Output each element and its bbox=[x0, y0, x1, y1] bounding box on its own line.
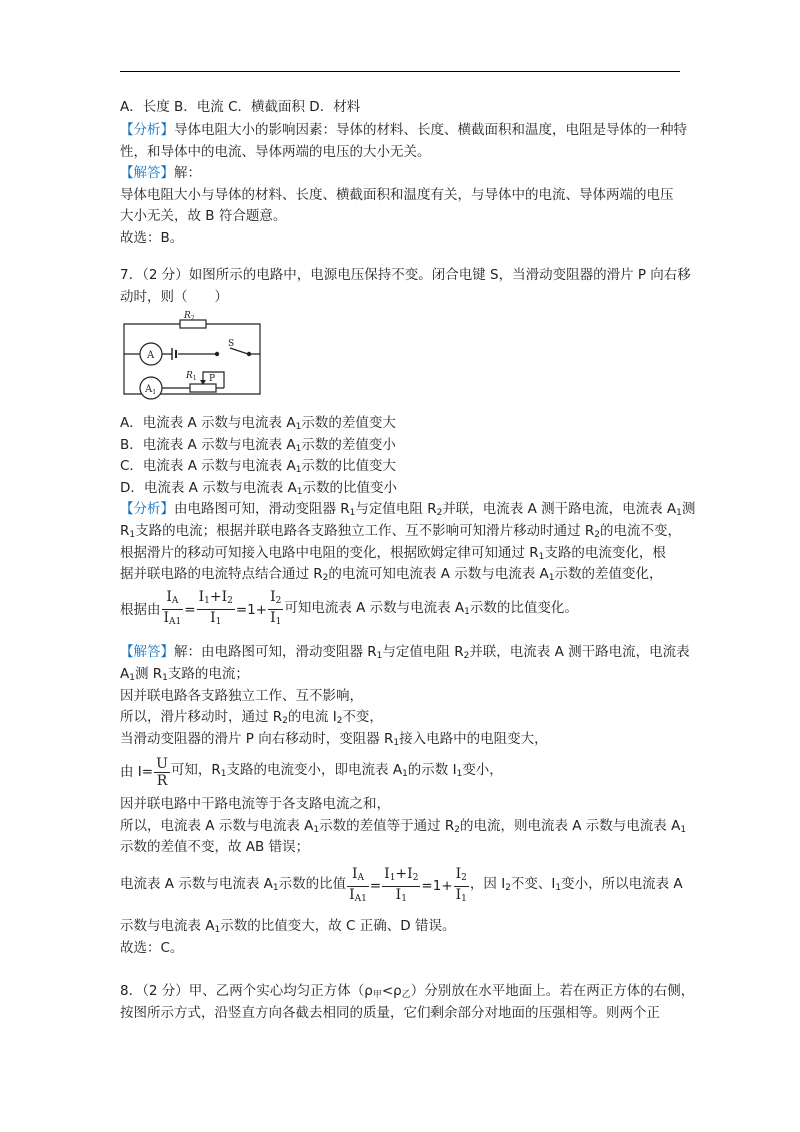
rheostat-r1 bbox=[190, 384, 216, 392]
q6-answer-text: 解： bbox=[174, 165, 201, 181]
q6-options: A．长度 B．电流 C．横截面积 D．材料 bbox=[120, 99, 361, 115]
label-switch-s: S bbox=[228, 339, 235, 349]
q6-analysis-line bbox=[120, 120, 687, 140]
q7-answer-ohm-line: 由 I= $\frac{U}{R}$ 可知，$R_1$支路的电流变小，即电流表 $A_1$的示数 $I_1$变小， bbox=[120, 755, 503, 789]
answer-tag: 【解答】 bbox=[120, 644, 174, 660]
q6-answer-line-2: 导体电阻大小与导体的材料、长度、横截面积和温度有关，与导体中的电流、导体两端的电压 bbox=[120, 187, 674, 203]
q7-answer-line-8: 所以，电流表 A 示数与电流表 $A_1$示数的差值等于通过 $R_2$的电流，则电流表 A 示数与电流表 $A_1$ bbox=[120, 818, 687, 835]
q7-answer-line-7: 因并联电路中干路电流等于各支路电流之和， bbox=[120, 796, 390, 812]
fraction-i2-over-i1-2: $\frac{I2}{I1}$ bbox=[455, 865, 467, 904]
q7-analysis-formula-line: 根据由 $\frac{IA}{IA1}$ = $\frac{I1+I2}{I1}$ =1+ $\frac{I2}{I1}$ 可知电流表 A 示数与电流表 $A_1$示数的比值变化。 bbox=[120, 589, 578, 630]
label-r2: $R_2$ bbox=[184, 311, 195, 322]
q7-stem-line-1: 7．（2 分）如图所示的电路中，电源电压保持不变。闭合电键 S，当滑动变阻器的滑片 P 向右移 bbox=[120, 267, 691, 283]
switch-contact bbox=[247, 352, 250, 355]
q7-answer-ratio-line: 电流表 A 示数与电流表 $A_1$示数的比值 $\frac{IA}{IA1}$ = $\frac{I1+I2}{I1}$ =1+ $\frac{I2}{I1}$ ，因 $I_2$不变、$I_1$变小，所以电流表 A bbox=[120, 864, 683, 908]
fraction-ia-over-ia1-2: $\frac{IA}{IA1}$ bbox=[349, 865, 367, 904]
q7-answer-line-4: 所以，滑片移动时，通过 $R_2$的电流 $I_2$不变， bbox=[120, 709, 383, 726]
q6-analysis-line-2: 性，和导体中的电流、导体两端的电压的大小无关。 bbox=[120, 144, 431, 160]
label-ammeter-a: A bbox=[147, 350, 155, 361]
q7-choice: 故选：C。 bbox=[120, 940, 184, 956]
q7-answer-line-9: 示数的差值不变，故 AB 错误； bbox=[120, 839, 310, 855]
q7-answer-line-1: 【解答】解：由电路图可知，滑动变阻器 $R_1$与定值电阻 $R_2$并联，电流表 A 测干路电流，电流表 bbox=[120, 644, 690, 661]
fraction-u-over-r: $\frac{U}{R}$ bbox=[156, 755, 168, 789]
q7-answer-line-3: 因并联电路各支路独立工作、互不影响， bbox=[120, 688, 363, 704]
analysis-tag: 【分析】 bbox=[120, 501, 174, 517]
q7-analysis-line-2: $R_1$支路的电流；根据并联电路各支路独立工作、互不影响可知滑片移动时通过 $R_2$的电流不变， bbox=[120, 523, 682, 540]
circuit-diagram bbox=[120, 308, 270, 400]
q7-option-c: C．电流表 A 示数与电流表 $A_1$示数的比值变大 bbox=[120, 458, 397, 475]
header-rule bbox=[120, 71, 680, 72]
q7-analysis-line-3: 根据滑片的移动可知接入电路中电阻的变化，根据欧姆定律可知通过 $R_1$支路的电流变化，根 bbox=[120, 545, 666, 562]
q7-answer-line-5: 当滑动变阻器的滑片 P 向右移动时，变阻器 $R_1$接入电路中的电阻变大， bbox=[120, 731, 548, 748]
answer-tag: 【解答】 bbox=[120, 165, 174, 181]
q7-stem-line-2: 动时，则（ ） bbox=[120, 289, 228, 305]
label-ammeter-a1: $A_1$ bbox=[145, 384, 157, 396]
label-r1: $R_1$ bbox=[186, 371, 197, 382]
q7-option-a: A．电流表 A 示数与电流表 $A_1$示数的差值变大 bbox=[120, 415, 396, 432]
q6-choice: 故选：B。 bbox=[120, 230, 184, 246]
analysis-tag: 【分析】 bbox=[120, 122, 174, 138]
fraction-i2-over-i1: $\frac{I2}{I1}$ bbox=[270, 589, 282, 627]
fraction-ia-over-ia1: $\frac{IA}{IA1}$ bbox=[163, 589, 182, 627]
q8-stem-line-1: 8．（2 分）甲、乙两个实心均匀正方体$(\rho_甲<\rho_乙)$分别放在水平地面上。若在两正方体的右侧， bbox=[120, 983, 695, 1000]
fraction-sum-over-i1: $\frac{I1+I2}{I1}$ bbox=[198, 589, 233, 627]
switch-pivot bbox=[215, 352, 218, 355]
q6-answer-line bbox=[120, 163, 201, 183]
q7-analysis-line-1: 【分析】由电路图可知，滑动变阻器 $R_1$与定值电阻 $R_2$并联，电流表 A 测干路电流，电流表 $A_1$测 bbox=[120, 501, 696, 518]
label-p: P bbox=[209, 374, 216, 384]
q7-option-b: B．电流表 A 示数与电流表 $A_1$示数的差值变小 bbox=[120, 437, 396, 454]
q8-stem-line-2: 按图所示方式，沿竖直方向各截去相同的质量，它们剩余部分对地面的压强相等。则两个正 bbox=[120, 1005, 660, 1021]
q6-analysis-text: 导体电阻大小的影响因素：导体的材料、长度、横截面积和温度，电阻是导体的一种特 bbox=[174, 122, 687, 138]
q7-option-d: D．电流表 A 示数与电流表 $A_1$示数的比值变小 bbox=[120, 480, 397, 497]
q6-answer-line-3: 大小无关，故 B 符合题意。 bbox=[120, 208, 287, 224]
q7-answer-line-2: $A_1$测 $R_1$支路的电流； bbox=[120, 666, 249, 683]
q7-analysis-line-4: 据并联电路的电流特点结合通过 $R_2$的电流可知电流表 A 示数与电流表 $A_1$示数的差值变化， bbox=[120, 566, 663, 583]
q7-answer-line-11: 示数与电流表 $A_1$示数的比值变大，故 C 正确、D 错误。 bbox=[120, 918, 456, 935]
fraction-sum-over-i1-2: $\frac{I1+I2}{I1}$ bbox=[384, 865, 419, 904]
